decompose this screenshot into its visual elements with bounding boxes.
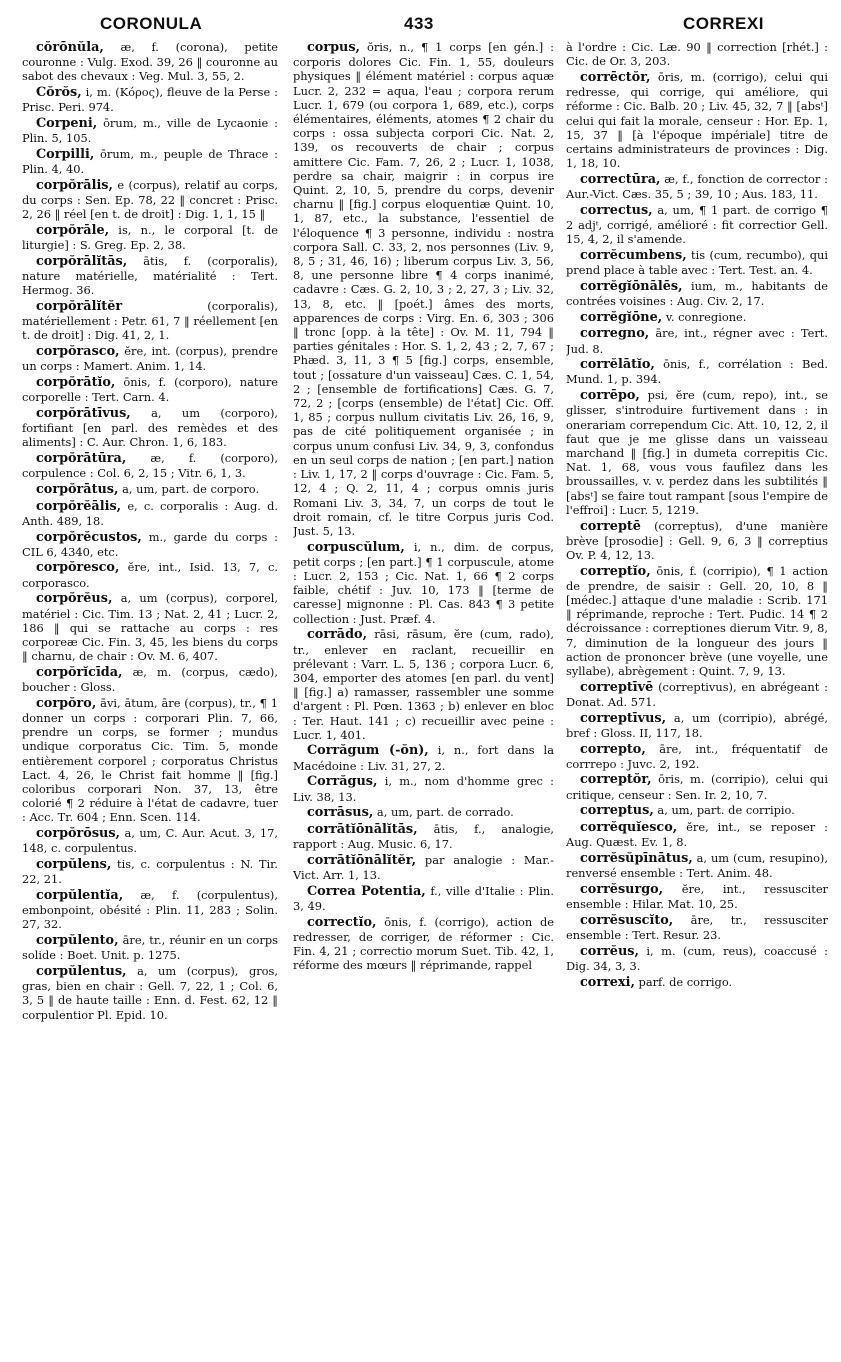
dictionary-entry (566, 913, 828, 942)
entry-definition: ĕre, int., ressusciter ensemble : Hilar. Mat. 10, 25. (566, 881, 828, 912)
entry-definition: ōnis, f. (corripio), ¶ 1 action de prendre, de saisir : Gell. 20, 10, 8 ‖ [médec.] attaque d'une maladie : Scrib. 171 ‖ réprimande, reproche : Tert. Pudic. 14 ¶ 2 décroissance : correptiones dierum Vitr. 9, 8, 7, diminution de la longueur des jours ‖ action de prononcer brève (une voyelle, une syllabe), abrègement : Quint. 7, 9, 13. (566, 563, 828, 679)
entry-headword: corpŭlens, (36, 856, 112, 872)
entry-definition: i, n., fort dans la Macédoine : Liv. 31, 27, 2. (293, 743, 554, 773)
dictionary-entry (566, 310, 828, 325)
entry-headword: corrātĭōnālĭtās, (307, 821, 418, 837)
dictionary-entry (566, 742, 828, 771)
entry-definition: a, um, part. de corripio. (657, 803, 795, 818)
entry-definition: rāsi, rāsum, ĕre (cum, rado), tr., enlever en raclant, recueillir en prélevant : Varr. L. 5, 136 ; corpora Lucr. 6, 304, emporter des atomes [en parl. du vent] ‖ [fig.] a) ramasser, rassembler une somme d'argent : Pl. Pœn. 1363 ; b) enlever en bloc : Ter. Haut. 141 ; c) recueillir avec peine : Lucr. 1, 401. (293, 627, 554, 742)
dictionary-entry (293, 774, 554, 803)
dictionary-entry (22, 888, 278, 932)
dictionary-entry (566, 772, 828, 801)
dictionary-entry (22, 560, 278, 589)
entry-headword: corrātĭōnālĭtĕr, (307, 852, 417, 868)
dictionary-entry (22, 499, 278, 528)
running-head-right: CORREXI (683, 14, 764, 33)
entry-definition: āvi, ātum, āre (corpus), tr., ¶ 1 donner un corps : corporari Plin. 7, 66, prendre un corps, se former ; mundus undique corporatus Cic. Tim. 5, monde entièrement corporel ; corporatus Christus Lact. 4, 26, le Christ fait homme ‖ [fig.] coloribus corporari Non. 37, 13, être colorié ¶ 2 réduire à l'état de cadavre, tuer : Acc. Tr. 604 ; Enn. Scen. 114. (22, 695, 278, 825)
entry-headword: corrĕsŭpīnātus, (580, 850, 693, 866)
entry-definition: v. conregione. (665, 309, 747, 324)
dictionary-entry (566, 326, 828, 355)
entry-headword: corpus, (307, 40, 360, 55)
entry-headword: correpto, (580, 741, 646, 757)
entry-definition: ium, m., habitants de contrées voisines : Aug. Civ. 2, 17. (566, 278, 828, 308)
entry-headword: corrādo, (307, 627, 368, 643)
entry-headword: corpŏrātĭo, (36, 374, 116, 390)
dictionary-entry (566, 357, 828, 386)
dictionary-entry (22, 964, 278, 1022)
entry-definition: āre, tr., réunir en un corps solide : Boet. Unit. p. 1275. (22, 932, 278, 963)
entry-definition: æ, f., fonction de corrector : Aur.-Vict. Cæs. 35, 5 ; 39, 10 ; Aus. 183, 11. (566, 171, 828, 202)
entry-headword: correptīvē (580, 679, 654, 695)
entry-headword: correctĭo, (307, 914, 377, 930)
entry-definition: ōrum, m., peuple de Thrace : Plin. 4, 40. (22, 146, 278, 177)
entry-headword: corpŏrātus, (36, 481, 119, 497)
dictionary-entry (22, 344, 278, 373)
dictionary-entry (22, 254, 278, 298)
entry-definition: ōris, m. (corrigo), celui qui redresse, qui corrige, qui améliore, qui réforme : Cic. Balb. 20 ; Liv. 45, 32, 7 ‖ [absᵗ] celui qui fait la morale, censeur : Hor. Ep. 1, 15, 37 ‖ [à l'époque impériale] titre de certains administrateurs de provinces : Dig. 1, 18, 10. (566, 69, 828, 171)
entry-definition: tis (cum, recumbo), qui prend place à table avec : Tert. Test. an. 4. (566, 247, 828, 278)
entry-definition: ĕre, int., Isid. 13, 7, c. corporasco. (22, 560, 278, 590)
dictionary-entry (22, 178, 278, 222)
dictionary-entry (566, 882, 828, 911)
entry-headword: corpŏrasco, (36, 344, 120, 360)
dictionary-entry (22, 40, 278, 84)
entry-headword: corrĕgĭōne, (580, 309, 663, 325)
entry-definition: i, m. (cum, reus), coaccusé : Dig. 34, 3, 3. (566, 943, 828, 973)
entry-definition: i, n., dim. de corpus, petit corps ; [en part.] ¶ 1 corpuscule, atome : Lucr. 2, 153 ; Cic. Nat. 1, 66 ¶ 2 corps faible, chétif : Juv. 10, 173 ‖ [terme de caresse] mignonne : Pl. Cas. 843 ¶ 3 petite collection : Just. Præf. 4. (293, 539, 554, 626)
entry-headword: corpŏrĭcīda, (36, 664, 123, 680)
entry-headword: corpŏrĕcustos, (36, 529, 142, 545)
entry-definition: a, um (cum, resupino), renversé ensemble : Tert. Anim. 48. (566, 850, 828, 881)
entry-definition: ōnis, f., corrélation : Bed. Mund. 1, p. 394. (566, 357, 828, 387)
entry-headword: correptus, (580, 803, 654, 819)
entry-headword: Cŏrŏs, (36, 85, 82, 101)
entry-definition: a, um (corporo), fortifiant [en parl. des remèdes et des aliments] : C. Aur. Chron. 1, 6, 183. (22, 405, 278, 450)
entry-headword: corpŭlento, (36, 932, 119, 948)
dictionary-entry (22, 482, 278, 497)
entry-definition: āre, int., régner avec : Tert. Jud. 8. (566, 326, 828, 356)
entry-definition: a, um, C. Aur. Acut. 3, 17, 148, c. corpulentus. (22, 826, 278, 856)
dictionary-entry (293, 805, 554, 820)
dictionary-entry (22, 857, 278, 886)
column-1 (22, 40, 278, 1350)
entry-headword: corrēpo, (580, 388, 640, 404)
dictionary-entry (22, 147, 278, 176)
entry-definition: a, um, ¶ 1 part. de corrigo ¶ 2 adjᵗ, corrigé, amélioré : fit correctior Gell. 15, 4, 2, il s'amende. (566, 202, 828, 247)
entry-definition: f., ville d'Italie : Plin. 3, 49. (293, 883, 554, 913)
entry-headword: corrēctŏr, (580, 69, 651, 85)
entry-definition: e, c. corporalis : Aug. d. Anth. 489, 18. (22, 498, 278, 528)
dictionary-entry (22, 85, 278, 114)
dictionary-entry (566, 975, 828, 990)
entry-headword: corpŏrōsus, (36, 826, 120, 842)
entry-headword: corpŏrātīvus, (36, 405, 131, 421)
entry-headword: corpŏrĕālis, (36, 498, 122, 514)
column-3 (566, 40, 828, 1350)
entry-headword: corpŏrālĭtĕr (36, 298, 123, 314)
dictionary-entry (293, 884, 554, 913)
entry-headword: correptĭo, (580, 563, 651, 579)
entry-definition: a, um (corripio), abrégé, bref : Gloss. II, 117, 18. (566, 710, 828, 740)
entry-headword: Corrăgum (-ŏn), (307, 743, 429, 759)
entry-definition: ātis, f., analogie, rapport : Aug. Music. 6, 17. (293, 821, 554, 852)
dictionary-entry (566, 172, 828, 201)
page-number: 433 (404, 14, 434, 33)
entry-headword: corpŏrālis, (36, 177, 113, 193)
dictionary-entry (566, 944, 828, 973)
dictionary-entry (22, 116, 278, 145)
entry-headword: corrĕcumbens, (580, 247, 687, 263)
entry-definition: (correptivus), en abrégeant : Donat. Ad. 571. (566, 679, 828, 709)
entry-definition: par analogie : Mar.-Vict. Arr. 1, 13. (293, 852, 554, 883)
dictionary-entry (566, 680, 828, 709)
entry-headword: corrĕus, (580, 943, 639, 959)
entry-definition: āre, int., fréquentatif de corrrepo : Juvc. 2, 192. (566, 741, 828, 771)
entry-headword: cŏrōnŭla, (36, 40, 104, 55)
entry-headword: corpŏrĕus, (36, 591, 113, 607)
dictionary-entry (22, 665, 278, 694)
entry-headword: corregno, (580, 326, 650, 342)
dictionary-entry (22, 223, 278, 252)
entry-definition: psi, ĕre (cum, repo), int., se glisser, s'introduire furtivement dans : in onerariam corrependum Cic. Att. 10, 12, 2, il faut que je me glisse dans un vaisseau marchand ‖ [fig.] in dumeta correpitis Cic. Nat. 1, 68, vous vous faufilez dans les broussailles, v. v. perdez dans les subtilités ‖ [absᵗ] se faire tout rampant [sous l'empire de l'effroi] : Lucr. 5, 1219. (566, 388, 828, 517)
entry-headword: corpŭlentus, (36, 963, 127, 979)
dictionary-entry (566, 803, 828, 818)
entry-definition: a, um (corpus), gros, gras, bien en chair : Gell. 7, 22, 1 ; Col. 6, 3, 5 ‖ de haute taille : Enn. d. Fest. 62, 12 ‖ corpulentior Pl. Epid. 10. (22, 963, 278, 1022)
entry-definition: a, um, part. de corporo. (122, 481, 260, 496)
dictionary-entry (566, 70, 828, 170)
entry-definition: e (corpus), relatif au corps, du corps : Sen. Ep. 78, 22 ‖ concret : Prisc. 2, 26 ‖ réel [en t. de droit] : Dig. 1, 1, 15 ‖ (22, 177, 278, 222)
dictionary-entry (566, 388, 828, 517)
entry-headword: Corpilli, (36, 146, 95, 162)
dictionary-entry (22, 933, 278, 962)
entry-definition: i, m., nom d'homme grec : Liv. 38, 13. (293, 774, 554, 804)
dictionary-entry (22, 406, 278, 450)
entry-headword: correptē (580, 518, 641, 534)
entry-definition: ātis, f. (corporalis), nature matérielle, matérialité : Tert. Hermog. 36. (22, 253, 278, 298)
dictionary-entry (22, 591, 278, 663)
dictionary-entry (566, 711, 828, 740)
entry-headword: Corrăgus, (307, 774, 378, 790)
dictionary-entry (293, 853, 554, 882)
entry-headword: Correa Potentia, (307, 883, 426, 899)
entry-definition: (correptus), d'une manière brève [prosodie] : Gell. 9, 6, 3 ‖ correptius Ov. P. 4, 12, 13. (566, 518, 828, 562)
entry-headword: corpŏro, (36, 695, 97, 711)
dictionary-entry (293, 915, 554, 973)
entry-headword: corrĕquĭesco, (580, 820, 678, 836)
dictionary-entry (22, 696, 278, 825)
entry-definition: æ, f. (corporo), corpulence : Col. 6, 2, 15 ; Vitr. 6, 1, 3. (22, 450, 278, 481)
entry-headword: corrĕsurgo, (580, 881, 664, 897)
dictionary-entry (22, 451, 278, 480)
entry-definition: ōris, m. (corripio), celui qui critique, censeur : Sen. Ir. 2, 10, 7. (566, 772, 828, 802)
entry-headword: corrāsus, (307, 805, 374, 821)
dictionary-entry (293, 40, 554, 538)
dictionary-entry (22, 530, 278, 559)
entry-headword: corpŭlentĭa, (36, 887, 124, 903)
entry-definition: ōnis, f. (corporo), nature corporelle : Tert. Carn. 4. (22, 374, 278, 405)
entry-headword: corpŏrālĭtās, (36, 253, 128, 269)
entry-headword: corrĕsuscĭto, (580, 912, 674, 928)
dictionary-entry (566, 820, 828, 849)
dictionary-entry (566, 279, 828, 308)
entry-definition: ōnis, f. (corrigo), action de redresser, de corriger, de réformer : Cic. Fin. 4, 21 ; correctio morum Suet. Tib. 42, 1, réforme des mœurs ‖ réprimande, rappel (293, 914, 554, 973)
entry-definition: a, um (corpus), corporel, matériel : Cic. Tim. 13 ; Nat. 2, 41 ; Lucr. 2, 186 ‖ qui se rattache au corps : res corporeæ Cic. Fin. 3, 45, les biens du corps ‖ charnu, de chair : Ov. M. 6, 407. (22, 591, 278, 664)
entry-headword: correctus, (580, 202, 653, 218)
running-head-left: CORONULA (100, 14, 203, 33)
entry-headword: corrĕgĭōnālēs, (580, 278, 683, 294)
entry-definition: æ, m. (corpus, cædo), boucher : Gloss. (22, 664, 278, 695)
dictionary-entry (566, 851, 828, 880)
entry-definition: ĕre, int. (corpus), prendre un corps : Mamert. Anim. 1, 14. (22, 344, 278, 374)
column-2 (293, 40, 554, 1350)
entry-definition: tis, c. corpulentus : N. Tir. 22, 21. (22, 856, 278, 887)
entry-headword: correctūra, (580, 171, 661, 187)
entry-headword: corpuscŭlum, (307, 539, 405, 555)
dictionary-entry (22, 299, 278, 343)
entry-definition: āre, tr., ressusciter ensemble : Tert. Resur. 23. (566, 912, 828, 942)
entry-headword: correptīvus, (580, 710, 667, 726)
entry-definition: à l'ordre : Cic. Læ. 90 ‖ correction [rhét.] : Cic. de Or. 3, 203. (566, 40, 828, 69)
entry-definition: ōrum, m., ville de Lycaonie : Plin. 5, 105. (22, 116, 278, 146)
entry-definition: is, n., le corporal [t. de liturgie] : S. Greg. Ep. 2, 38. (22, 222, 278, 253)
entry-headword: correxi, (580, 974, 635, 990)
entry-headword: corrĕlātĭo, (580, 357, 655, 373)
dictionary-entry (293, 743, 554, 772)
entry-headword: corpŏresco, (36, 560, 120, 576)
dictionary-entry (566, 248, 828, 277)
entry-definition: m., garde du corps : CIL 6, 4340, etc. (22, 529, 278, 559)
dictionary-entry (566, 203, 828, 247)
entry-definition: parf. de corrigo. (638, 974, 733, 989)
entry-definition: æ, f. (corona), petite couronne : Vulg. Exod. 39, 26 ‖ couronne au sabot des chevaux : Veg. Mul. 3, 55, 2. (22, 40, 278, 84)
page-header (0, 14, 841, 40)
entry-definition: (corporalis), matériellement : Petr. 61, 7 ‖ réellement [en t. de droit] : Dig. 41, 2, 1. (22, 298, 278, 343)
dictionary-entry (293, 822, 554, 851)
entry-headword: Corpeni, (36, 116, 98, 132)
entry-headword: corpŏrātūra, (36, 450, 127, 466)
entry-definition: i, m. (Κόρος), fleuve de la Perse : Prisc. Peri. 974. (22, 85, 278, 115)
entry-headword: corpŏrāle, (36, 222, 110, 238)
entry-headword: correptŏr, (580, 772, 652, 788)
entry-definition: ĕre, int., se reposer : Aug. Quæst. Ev. 1, 8. (566, 820, 828, 850)
dictionary-entry (22, 375, 278, 404)
dictionary-entry (566, 40, 828, 68)
entry-definition: æ, f. (corpulentus), embonpoint, obésité : Plin. 11, 283 ; Solin. 27, 32. (22, 887, 278, 932)
dictionary-entry (566, 519, 828, 563)
dictionary-entry (566, 564, 828, 679)
entry-definition: ŏris, n., ¶ 1 corps [en gén.] : corporis dolores Cic. Fin. 1, 55, douleurs physiques ‖ élément matériel : corpus aquæ Lucr. 2, 232 = aqua, l'eau ; corpora rerum Lucr. 1, 679 (ou corpora 1, 689, etc.), corps élémentaires, éléments, atomes ¶ 2 chair du corps : ossa subjecta corpori Cic. Nat. 2, 139, os recouverts de chair ; corpus amittere Cic. Fam. 7, 26, 2 ; Lucr. 1, 1038, perdre sa chair, maigrir : in corpus ire Quint. 2, 10, 5, prendre du corps, devenir charnu ‖ [fig.] corpus eloquentiæ Quint. 10, 1, 87, etc., la substance, l'essentiel de l'éloquence ¶ 3 personne, individu : nostra corpora Sall. C. 33, 2, nos personnes (Liv. 9, 8, 5 ; 31, 46, 16) ; liberum corpus Liv. 3, 56, 8, une personne libre ¶ 4 corps inanimé, cadavre : Cæs. G. 2, 10, 3 ; 2, 27, 3 ; Liv. 32, 13, 8, etc. ‖ [poét.] âmes des morts, apparences de corps : Virg. En. 6, 303 ; 306 ‖ tronc [opp. à la tête] : Ov. M. 11, 794 ‖ parties génitales : Hor. S. 1, 2, 43 ; 2, 7, 67 ; Phæd. 3, 11, 3 ¶ 5 [fig.] corps, ensemble, tout ; [ossature d'un vaisseau] Cæs. C. 1, 54, 2 ; [ensemble de fortifications] Cæs. G. 7, 72, 2 ; [corps (ensemble) de l'état] Cic. Off. 1, 85 ; corpus nullum civitatis Liv. 26, 16, 9, pas de cité politiquement organisée ; in corpus unum confusi Liv. 34, 9, 3, confondus en un seul corps de nation ; [en part.] nation : Liv. 1, 17, 2 ‖ corps d'ouvrage : Cic. Fam. 5, 12, 4 ; Q. 2, 11, 4 ; corpus omnis juris Romani Liv. 3, 34, 7, un corps de tout le droit romain, cf. le titre Corpus juris Cod. Just. 5, 13. (293, 40, 554, 538)
dictionary-entry (22, 826, 278, 855)
dictionary-entry (293, 627, 554, 742)
dictionary-entry (293, 540, 554, 626)
entry-definition: a, um, part. de corrado. (376, 805, 514, 820)
